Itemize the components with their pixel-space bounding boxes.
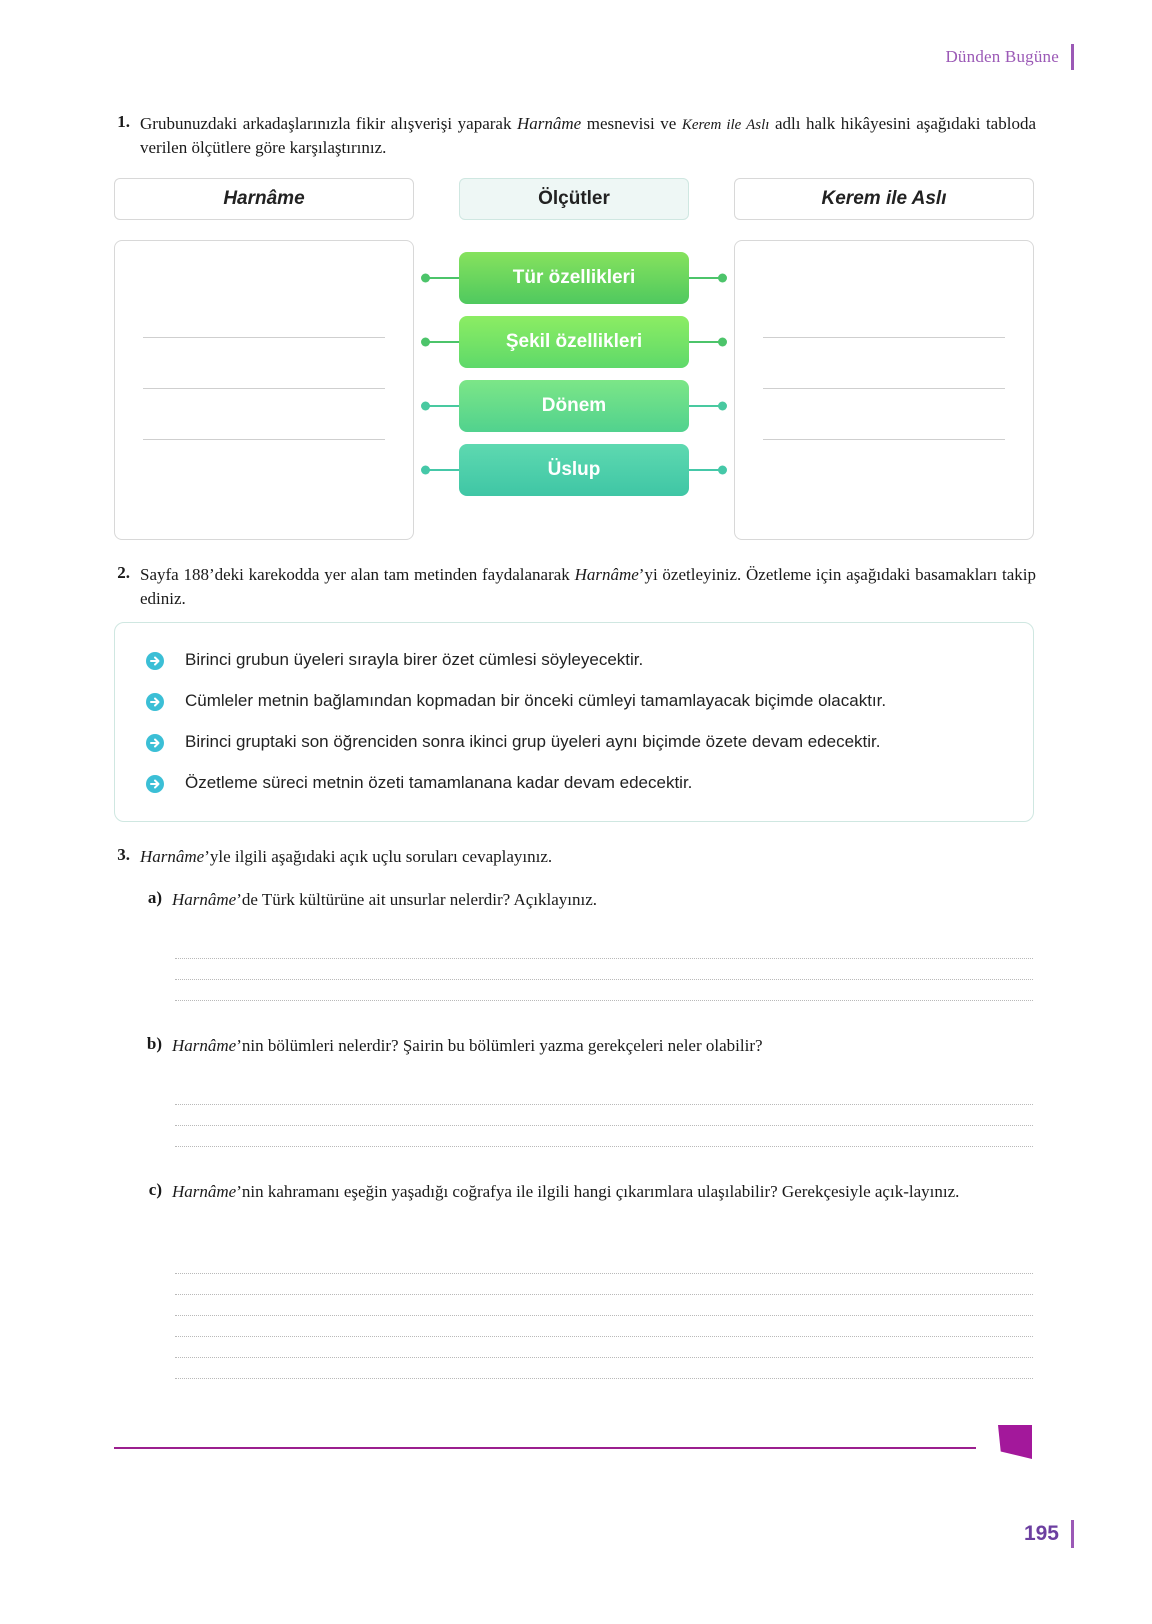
answer-line[interactable] [143, 440, 385, 490]
sub-a-italic: Harnâme [172, 890, 237, 909]
answer-dotted-line[interactable] [175, 1295, 1033, 1316]
comparison-header-right: Kerem ile Aslı [734, 178, 1034, 220]
q2-italic-1: Harnâme [574, 565, 639, 584]
sub-question-a-text [172, 888, 597, 912]
step-text: Birinci grubun üyeleri sırayla birer özet cümlesi söyleyecektir. [185, 650, 644, 669]
page-number-accent-bar [1071, 1520, 1074, 1548]
question-1-number: 1. [117, 112, 130, 131]
page-header [945, 44, 1074, 70]
answer-line[interactable] [763, 338, 1005, 389]
answer-line[interactable] [143, 338, 385, 389]
criteria-pill-sekil-ozellikleri[interactable]: Şekil özellikleri [459, 316, 689, 368]
criteria-row-3 [459, 380, 689, 432]
answer-dotted-line[interactable] [175, 938, 1033, 959]
sub-b-rest: ’nin bölümleri nelerdir? Şairin bu bölümleri yazma gerekçeleri neler olabilir? [236, 1036, 763, 1055]
criteria-column [459, 240, 689, 540]
answer-line[interactable] [763, 287, 1005, 338]
q3-italic-1: Harnâme [140, 847, 205, 866]
sub-question-c-letter: c) [148, 1180, 162, 1199]
sub-c-italic: Harnâme [172, 1182, 237, 1201]
sub-a-rest: ’de Türk kültürüne ait unsurlar nelerdir? Açıklayınız. [236, 890, 598, 909]
question-2 [108, 563, 1036, 611]
connector-left [426, 341, 459, 343]
answer-line[interactable] [143, 287, 385, 338]
answer-box-left[interactable] [114, 240, 414, 540]
connector-dot-left [421, 274, 430, 283]
question-1-text [140, 112, 1036, 160]
answer-dotted-line[interactable] [175, 980, 1033, 1001]
step-item [145, 731, 999, 754]
steps-box [114, 622, 1034, 822]
answer-dotted-line[interactable] [175, 1253, 1033, 1274]
question-1 [108, 112, 1036, 160]
answer-line[interactable] [763, 389, 1005, 440]
connector-dot-right [718, 274, 727, 283]
answer-dotted-line[interactable] [175, 1084, 1033, 1105]
answer-line[interactable] [143, 389, 385, 440]
sub-question-b-text [172, 1034, 763, 1058]
header-accent-bar [1071, 44, 1074, 70]
comparison-header-middle: Ölçütler [459, 178, 689, 220]
footer-flag-shape [998, 1425, 1032, 1459]
arrow-circle-right-icon [145, 651, 165, 671]
arrow-circle-right-icon [145, 733, 165, 753]
criteria-pill-donem[interactable]: Dönem [459, 380, 689, 432]
step-item [145, 690, 999, 713]
step-text: Birinci gruptaki son öğrenciden sonra ikinci grup üyeleri aynı biçimde özete devam edecektir. [185, 731, 881, 751]
q2-part-2: ’yi özetleyiniz. Özetleme için aşağıdaki basamakları takip ediniz. [140, 565, 1036, 609]
question-3-text [140, 845, 552, 869]
page-number-block [1024, 1520, 1074, 1548]
q1-part-1: Grubunuzdaki arkadaşlarınızla fikir alışverişi yaparak [140, 114, 517, 133]
q1-part-3: adlı halk hikâyesini aşağıdaki tabloda verilen ölçütlere göre karşılaştırınız. [140, 114, 1036, 158]
connector-dot-left [421, 338, 430, 347]
criteria-pill-uslup[interactable]: Üslup [459, 444, 689, 496]
question-2-text [140, 563, 1036, 611]
sub-question-b-letter: b) [146, 1034, 162, 1053]
connector-dot-right [718, 338, 727, 347]
connector-left [426, 405, 459, 407]
connector-left [426, 469, 459, 471]
connector-dot-right [718, 402, 727, 411]
answer-lines-b[interactable] [175, 1084, 1033, 1147]
footer-rule [114, 1447, 976, 1449]
criteria-row-4 [459, 444, 689, 496]
question-3-number: 3. [117, 845, 130, 864]
sub-question-a [140, 888, 1036, 912]
answer-line[interactable] [763, 440, 1005, 490]
sub-question-c-text [172, 1180, 959, 1204]
arrow-circle-right-icon [145, 692, 165, 712]
sub-question-a-letter: a) [147, 888, 162, 907]
page-number: 195 [1023, 1522, 1059, 1545]
header-title: Dünden Bugüne [945, 47, 1059, 66]
sub-c-rest: ’nin kahramanı eşeğin yaşadığı coğrafya ile ilgili hangi çıkarımlara ulaşılabilir? Gerekçesiyle açık-layınız. [236, 1182, 960, 1201]
comparison-body [114, 240, 1034, 540]
answer-lines-c[interactable] [175, 1253, 1033, 1379]
answer-dotted-line[interactable] [175, 1337, 1033, 1358]
connector-left [426, 277, 459, 279]
comparison-header-left: Harnâme [114, 178, 414, 220]
sub-question-c [140, 1180, 1036, 1204]
answer-lines-a[interactable] [175, 938, 1033, 1001]
answer-dotted-line[interactable] [175, 1126, 1033, 1147]
answer-dotted-line[interactable] [175, 959, 1033, 980]
step-text: Özetleme süreci metnin özeti tamamlanana kadar devam edecektir. [185, 772, 693, 792]
connector-dot-left [421, 402, 430, 411]
answer-box-right[interactable] [734, 240, 1034, 540]
criteria-row-1 [459, 252, 689, 304]
comparison-table [114, 178, 1034, 538]
criteria-row-2 [459, 316, 689, 368]
answer-dotted-line[interactable] [175, 1105, 1033, 1126]
question-2-number: 2. [117, 563, 130, 582]
q1-italic-1: Harnâme [516, 114, 582, 133]
step-text: Cümleler metnin bağlamından kopmadan bir önceki cümleyi tamamlayacak biçimde olacaktır. [185, 690, 887, 710]
question-3 [108, 845, 1036, 869]
arrow-circle-right-icon [145, 774, 165, 794]
q2-part-1: Sayfa 188’deki karekodda yer alan tam metinden faydalanarak [140, 565, 575, 584]
q1-italic-2: Kerem ile Aslı [681, 117, 770, 133]
answer-dotted-line[interactable] [175, 1316, 1033, 1337]
q3-part-1: ’yle ilgili aşağıdaki açık uçlu soruları cevaplayınız. [204, 847, 553, 866]
step-item [145, 772, 999, 795]
answer-dotted-line[interactable] [175, 1274, 1033, 1295]
q1-part-2: mesnevisi ve [581, 114, 682, 133]
comparison-headers [114, 178, 1034, 220]
connector-dot-right [718, 466, 727, 475]
sub-question-b [140, 1034, 1036, 1058]
step-item [145, 649, 999, 672]
criteria-pill-tur-ozellikleri[interactable]: Tür özellikleri [459, 252, 689, 304]
answer-dotted-line[interactable] [175, 1358, 1033, 1379]
connector-dot-left [421, 466, 430, 475]
sub-b-italic: Harnâme [172, 1036, 237, 1055]
